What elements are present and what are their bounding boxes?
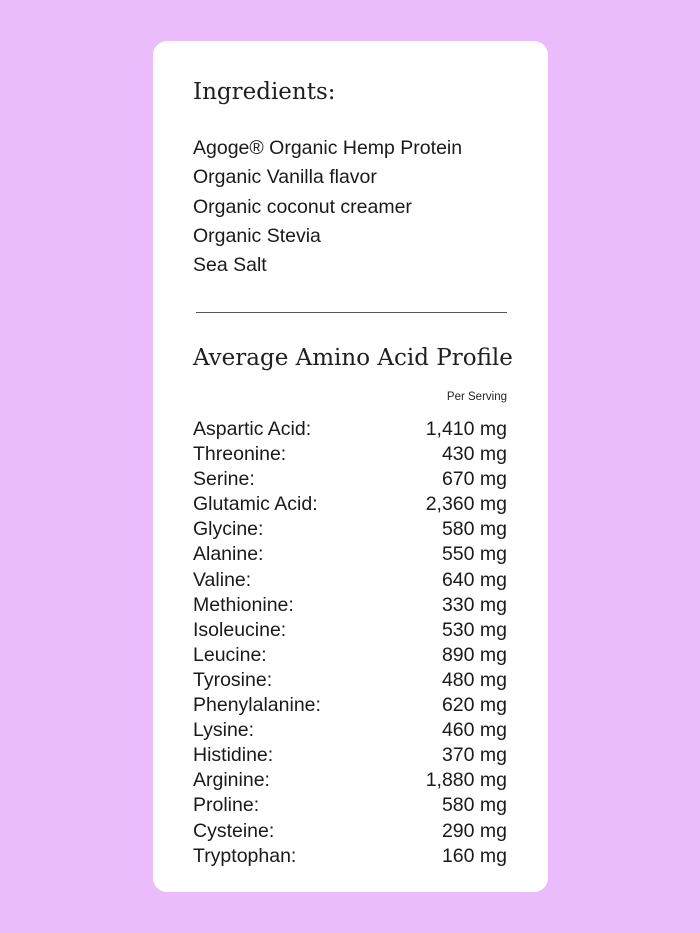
amino-acid-row xyxy=(193,693,507,718)
amino-acid-name: Serine: xyxy=(193,468,255,491)
amino-acid-row xyxy=(193,618,507,643)
amino-acid-amount: 480 mg xyxy=(441,668,507,691)
amino-acid-row xyxy=(193,467,507,492)
amino-acid-amount: 890 mg xyxy=(441,643,507,666)
amino-acid-row xyxy=(193,442,507,467)
amino-acid-amount: 530 mg xyxy=(441,618,507,641)
amino-acid-amount: 550 mg xyxy=(441,543,507,566)
amino-acid-amount: 2,360 mg xyxy=(425,493,507,516)
amino-acid-row xyxy=(193,517,507,542)
amino-acid-row xyxy=(193,492,507,517)
amino-acid-name: Glutamic Acid: xyxy=(193,493,318,516)
amino-acid-name: Aspartic Acid: xyxy=(193,418,312,440)
amino-acid-row xyxy=(193,819,507,844)
amino-acid-row xyxy=(193,643,507,668)
amino-acid-table xyxy=(193,417,507,869)
amino-acid-amount: 1,410 mg xyxy=(425,418,507,440)
amino-acid-name: Histidine: xyxy=(193,744,274,767)
ingredients-list xyxy=(193,134,462,280)
amino-acid-row xyxy=(193,542,507,567)
nutrition-card xyxy=(153,41,548,892)
amino-acid-name: Cysteine: xyxy=(193,819,275,842)
amino-acid-row xyxy=(193,793,507,818)
amino-acid-name: Glycine: xyxy=(193,518,264,541)
amino-acid-name: Arginine: xyxy=(193,769,270,792)
amino-acid-amount: 370 mg xyxy=(441,744,507,767)
amino-acid-amount: 580 mg xyxy=(441,518,507,541)
amino-profile-heading: Average Amino Acid Profile xyxy=(193,345,513,371)
amino-acid-amount: 580 mg xyxy=(441,794,507,817)
amino-acid-name: Phenylalanine: xyxy=(193,694,321,717)
amino-acid-row xyxy=(193,668,507,693)
amino-acid-amount: 330 mg xyxy=(441,593,507,616)
ingredient-item: Organic coconut creamer xyxy=(193,195,412,218)
amino-acid-row xyxy=(193,768,507,793)
amino-acid-amount: 460 mg xyxy=(441,719,507,742)
amino-acid-name: Proline: xyxy=(193,794,260,817)
ingredient-item: Agoge® Organic Hemp Protein xyxy=(193,137,463,159)
amino-acid-row xyxy=(193,593,507,618)
amino-acid-name: Alanine: xyxy=(193,543,264,566)
section-divider xyxy=(196,312,507,313)
amino-acid-name: Valine: xyxy=(193,568,252,591)
ingredients-heading: Ingredients: xyxy=(193,79,336,105)
amino-acid-amount: 1,880 mg xyxy=(425,769,507,792)
ingredient-item: Sea Salt xyxy=(193,254,267,277)
amino-acid-row xyxy=(193,718,507,743)
amino-acid-amount: 640 mg xyxy=(441,568,507,591)
amino-acid-row xyxy=(193,844,507,869)
amino-acid-name: Tryptophan: xyxy=(193,844,297,867)
amino-acid-row xyxy=(193,568,507,593)
amino-acid-amount: 290 mg xyxy=(441,819,507,842)
amino-acid-amount: 670 mg xyxy=(441,468,507,491)
amino-acid-name: Tyrosine: xyxy=(193,668,273,691)
amino-acid-amount: 430 mg xyxy=(441,443,507,466)
amino-acid-name: Threonine: xyxy=(193,443,287,466)
amino-acid-name: Leucine: xyxy=(193,643,267,666)
amino-acid-name: Lysine: xyxy=(193,719,255,742)
amino-acid-name: Methionine: xyxy=(193,593,294,616)
ingredient-item: Organic Vanilla flavor xyxy=(193,166,377,189)
amino-acid-row xyxy=(193,743,507,768)
ingredient-item: Organic Stevia xyxy=(193,224,321,247)
amino-acid-row xyxy=(193,417,507,442)
per-serving-header: Per Serving xyxy=(446,391,507,403)
amino-acid-amount: 160 mg xyxy=(441,844,507,867)
amino-acid-name: Isoleucine: xyxy=(193,618,287,641)
amino-acid-amount: 620 mg xyxy=(441,694,507,717)
